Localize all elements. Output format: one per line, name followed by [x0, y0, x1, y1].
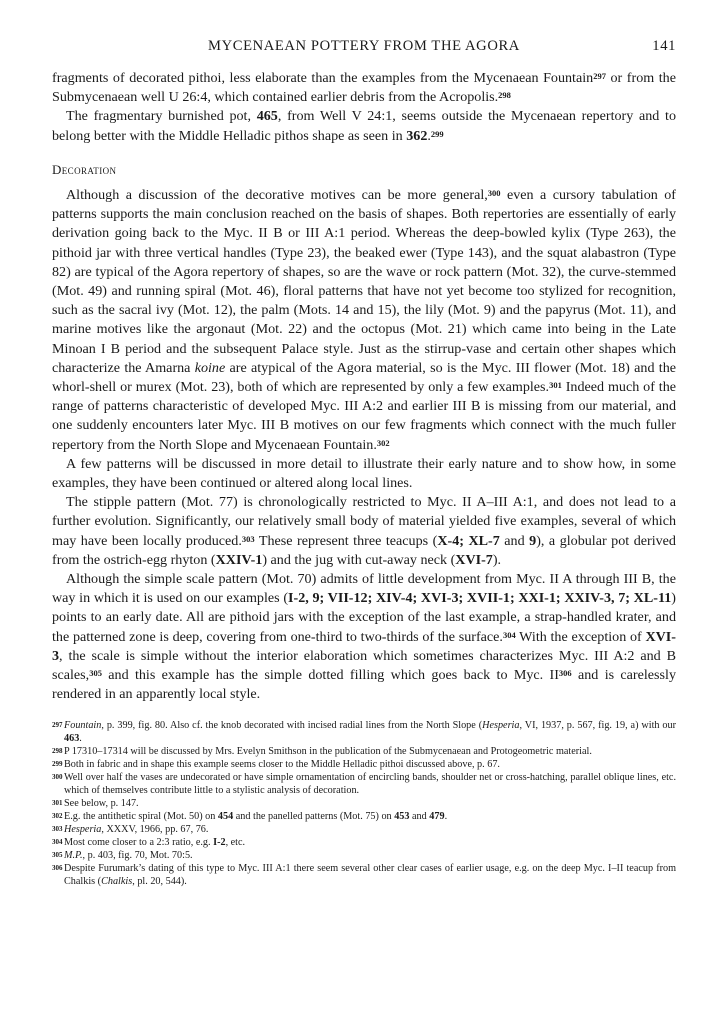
catalogue-ref: X-4; XL-7 — [437, 532, 500, 549]
catalogue-ref: I-2, 9; VII-12; XIV-4; XVI-3; XVII-1; XXI-1; XXIV-3, 7; XL-11 — [288, 590, 672, 607]
footnote-text: See below, p. 147. — [64, 797, 139, 809]
footnote-text: I-2 — [213, 836, 226, 848]
paragraph-2 — [52, 107, 676, 145]
text-run: are atypical of the Agora material, so is the Myc. III flower (Mot. 18) and the whorl-shell or murex (Mot. 23), both of which are represented by only a few examples. — [52, 359, 676, 396]
text-run: even a cursory tabulation of patterns supports the main conclusion reached on the basis of shapes. Both repertories are essentially of early derivation going back to the Myc. II B or III A:1 period. Whereas the deep-bowled kylix (Type 263), the pithoid jar with three vertical handles (Type 23), the beaked ewer (Type 143), and the squat alabastron (Type 82) are typical of the Agora repertory of shapes, so are the wave or rock pattern (Mot. 32), the curve-stemmed (Mot. 49) and running spiral (Mot. 46), floral patterns that have not yet become too stylized for recognition, such as the sacral ivy (Mot. 12), the palm (Mots. 14 and 15), the lily (Mot. 9) and the papyrus (Mot. 11), and marine motives like the argonaut (Mot. 22) and the octopus (Mot. 21) which came into being in the Late Minoan I B period and the subsequent Palace style. Just as the stirrup-vase and certain other shapes which characterize the Amarna — [52, 187, 676, 376]
footnote-number: 297 — [52, 720, 63, 729]
text-run: The stipple pattern (Mot. 77) is chronologically restricted to Myc. II A–III A:1, and does not lead to a further evolution. Significantly, our relatively small body of material yielded five examples, several of which may have been locally produced. — [52, 494, 676, 549]
text-run: and this example has the simple dotted filling which goes back to Myc. II — [101, 667, 559, 684]
footnote-text: . — [444, 810, 448, 822]
text-run: , from Well V 24:1, seems outside the Mycenaean repertory and to belong better with the Middle Helladic pithos shape as seen in — [52, 108, 676, 144]
paragraph-3 — [52, 186, 676, 455]
footnote-305 — [52, 849, 676, 862]
footnote-text: 453 — [394, 810, 410, 822]
footnote-text: Both in fabric and in shape this example seems closer to the Middle Helladic pithoi discussed above, p. 67. — [64, 758, 500, 770]
text-run: ) and the jug with cut-away neck ( — [262, 551, 456, 568]
footnote-number: 301 — [52, 798, 63, 807]
body-text — [52, 69, 676, 705]
footnote-text: P 17310–17314 will be discussed by Mrs. Evelyn Smithson in the publication of the Submycenaean and Protogeometric material. — [64, 745, 592, 757]
footnote-number: 304 — [52, 837, 63, 846]
text-run: ). — [492, 551, 502, 568]
catalogue-ref: XVI-3 — [52, 628, 676, 664]
footnote-ref[interactable]: 298 — [498, 90, 511, 101]
text-run: Indeed much of the range of patterns characteristic of developed Myc. III A:2 and earlier III B is missing from our material, and one suddenly encounters later Myc. III B motives on our few fragments which connect with the much fuller repertory from the North Slope and Mycenaean Fountain. — [52, 379, 676, 453]
footnote-ref[interactable]: 305 — [89, 668, 102, 679]
text-run: or from the Submycenaean well U 26:4, which contained earlier debris from the Acropolis. — [52, 70, 676, 106]
catalogue-ref: 9 — [529, 532, 537, 549]
footnote-text: Most come closer to a 2:3 ratio, e.g. — [64, 836, 214, 848]
footnote-298 — [52, 745, 676, 758]
footnote-303 — [52, 823, 676, 836]
section-heading: Decoration — [52, 161, 117, 177]
footnote-text: , p. 399, fig. 80. Also cf. the knob decorated with incised radial lines from the North Slope ( — [101, 719, 483, 731]
text-run: Although the simple scale pattern (Mot. 70) admits of little development from Myc. II A through III B, the way in which it is used on our examples ( — [52, 571, 676, 607]
footnote-text: , etc. — [225, 836, 246, 848]
paragraph-5 — [52, 493, 676, 570]
text-run: A few patterns will be discussed in more detail to illustrate their early nature and to show how, in some examples, they have been continued or altered along local lines. — [52, 455, 676, 492]
footnote-ref[interactable]: 301 — [549, 380, 562, 391]
footnote-text: 463 — [64, 732, 80, 744]
footnote-text: Fountain — [64, 719, 102, 731]
footnote-text: Chalkis — [101, 875, 133, 887]
paragraph-4 — [52, 455, 676, 493]
footnote-number: 305 — [52, 850, 63, 859]
footnote-text: , VI, 1937, p. 567, fig. 19, a) with our — [519, 719, 676, 731]
text-run: and is carelessly rendered in an apparently local style. — [52, 667, 676, 703]
page — [52, 38, 676, 888]
footnote-text: M.P. — [64, 849, 83, 861]
footnote-302 — [52, 810, 676, 823]
footnote-ref[interactable]: 302 — [376, 437, 390, 448]
text-run: , the scale is simple without the interior elaboration which sometimes characterizes Myc. III A:2 and B scales, — [52, 647, 676, 684]
footnote-number: 306 — [52, 863, 63, 872]
footnote-text: Despite Furumark’s dating of this type to Myc. III A:1 there seem several other clear cases of earlier usage, e.g. on the deep Myc. I–II teacup from Chalkis ( — [64, 862, 676, 887]
footnote-text: 479 — [429, 810, 445, 822]
running-title: MYCENAEAN POTTERY FROM THE AGORA — [208, 38, 520, 54]
footnote-300 — [52, 771, 676, 797]
footnote-text: and — [409, 810, 430, 822]
footnote-text: 454 — [217, 810, 234, 822]
footnote-number: 299 — [52, 759, 63, 768]
footnote-number: 300 — [52, 772, 63, 781]
italic-term: koine — [194, 359, 226, 376]
footnote-ref[interactable]: 303 — [241, 533, 255, 544]
footnote-ref[interactable]: 306 — [558, 668, 572, 679]
footnote-number: 302 — [52, 811, 63, 820]
text-run: Although a discussion of the decorative motives can be more general, — [66, 187, 488, 204]
catalogue-ref: XVI-7 — [455, 551, 493, 568]
footnote-text: . — [79, 732, 82, 744]
text-run: With the exception of — [515, 628, 646, 645]
footnote-number: 298 — [52, 746, 63, 755]
paragraph-1 — [52, 69, 676, 107]
footnote-text: Hesperia — [482, 719, 520, 731]
catalogue-ref: 362 — [406, 127, 428, 144]
footnote-text: , p. 403, fig. 70, Mot. 70:5. — [82, 849, 193, 861]
text-run: and — [499, 532, 530, 549]
catalogue-ref: XXIV-1 — [215, 551, 263, 568]
footnote-text: Well over half the vases are undecorated or have simple ornamentation of encircling bands, shoulder net or cross-hatching, parallel oblique lines, etc. which of themselves contribute little to a stylistic analysis of decoration. — [64, 771, 676, 796]
footnote-text: and the panelled patterns (Mot. 75) on — [233, 810, 395, 822]
footnote-text: E.g. the antithetic spiral (Mot. 50) on — [64, 810, 218, 822]
footnote-ref[interactable]: 304 — [502, 629, 516, 640]
footnotes — [52, 719, 676, 888]
footnote-306 — [52, 862, 676, 888]
footnote-number: 303 — [52, 824, 63, 833]
running-head — [52, 38, 676, 60]
text-run: . — [427, 127, 431, 144]
page-number: 141 — [652, 38, 676, 54]
footnote-ref[interactable]: 297 — [593, 71, 606, 81]
text-run: fragments of decorated pithoi, less elaborate than the examples from the Mycenaean Fountain — [52, 70, 594, 86]
footnote-ref[interactable]: 299 — [430, 128, 444, 139]
text-run: ) points to an early date. All are pithoid jars with the exception of the last example, a strap-handled krater, and the patterned zone is deep, covering from one-third to two-thirds of the surface. — [52, 590, 676, 645]
text-run: ), a globular pot derived from the ostrich-egg rhyton ( — [52, 532, 676, 568]
footnote-297 — [52, 719, 676, 745]
footnote-text: , XXXV, 1966, pp. 67, 76. — [101, 823, 209, 835]
footnote-299 — [52, 758, 676, 771]
footnote-text: , pl. 20, 544). — [132, 875, 187, 887]
paragraph-6 — [52, 570, 676, 704]
text-run: These represent three teacups ( — [254, 532, 438, 549]
footnote-301 — [52, 797, 676, 810]
footnote-ref[interactable]: 300 — [487, 188, 501, 199]
text-run: The fragmentary burnished pot, — [66, 108, 257, 125]
footnote-304 — [52, 836, 676, 849]
footnote-text: Hesperia — [64, 823, 102, 835]
catalogue-ref: 465 — [256, 108, 278, 125]
